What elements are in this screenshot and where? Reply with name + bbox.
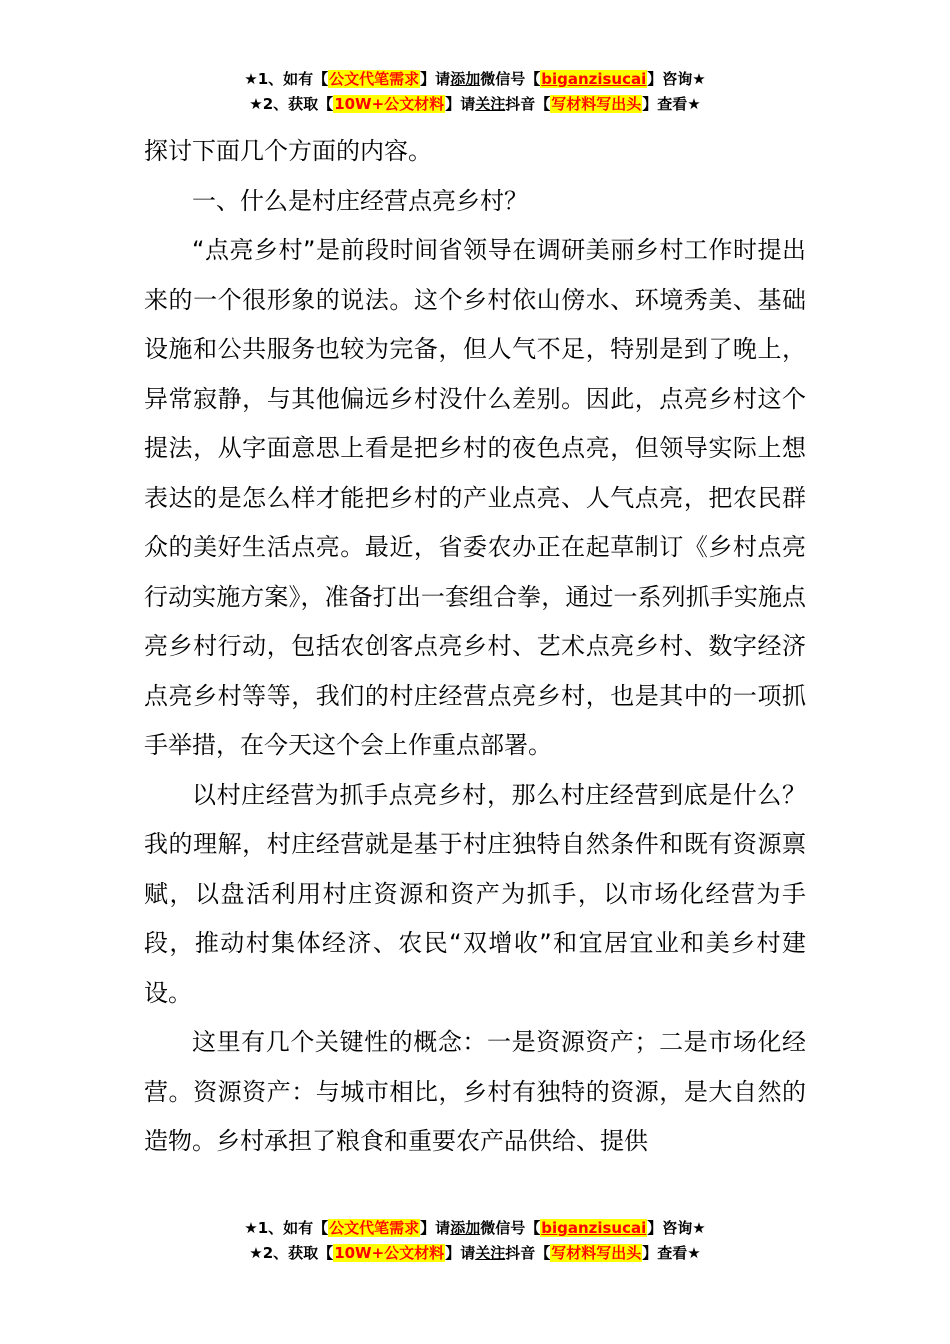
promo-text: 抖音【 <box>505 1244 551 1262</box>
promo-line-1 <box>0 67 950 92</box>
promo-highlight-douyin-id: 写材料写出头 <box>551 1244 642 1262</box>
promo-text: ★2、获取【 <box>249 1244 334 1262</box>
promo-text: 抖音【 <box>505 95 551 113</box>
promo-text: 】咨询★ <box>647 1219 706 1237</box>
promo-highlight-wechat-id: biganzisucai <box>541 70 647 88</box>
promo-highlight: 公文代笔需求 <box>329 1219 420 1237</box>
promo-text: 】请 <box>445 1244 476 1262</box>
promo-text: 】请 <box>420 70 451 88</box>
document-body <box>144 127 806 1167</box>
promo-text-underlined: 关注 <box>475 1244 506 1262</box>
footer-promo-banner <box>0 1216 950 1266</box>
promo-text: ★1、如有【 <box>244 70 329 88</box>
promo-line-2 <box>0 92 950 117</box>
promo-highlight-douyin-id: 写材料写出头 <box>551 95 642 113</box>
promo-text: 】请 <box>445 95 476 113</box>
paragraph: 这里有几个关键性的概念：一是资源资产；二是市场化经营。资源资产：与城市相比，乡村有独特的资源，是大自然的造物。乡村承担了粮食和重要农产品供给、提供 <box>144 1028 806 1155</box>
promo-text-underlined: 关注 <box>475 95 506 113</box>
promo-text: 微信号【 <box>480 1219 541 1237</box>
paragraph: 以村庄经营为抓手点亮乡村，那么村庄经营到底是什么？我的理解，村庄经营就是基于村庄独特自然条件和既有资源禀赋，以盘活利用村庄资源和资产为抓手，以市场化经营为手段，推动村集体经济、农民“双增收”和宜居宜业和美乡村建设。 <box>144 780 806 1007</box>
promo-text: 】咨询★ <box>647 70 706 88</box>
promo-text: 】请 <box>420 1219 451 1237</box>
promo-text: ★2、获取【 <box>249 95 334 113</box>
promo-text-underlined: 添加 <box>450 70 481 88</box>
header-promo-banner <box>0 67 950 117</box>
section-heading: 一、什么是村庄经营点亮乡村？ <box>192 186 528 215</box>
promo-text: ★1、如有【 <box>244 1219 329 1237</box>
paragraph: “点亮乡村”是前段时间省领导在调研美丽乡村工作时提出来的一个很形象的说法。这个乡村依山傍水、环境秀美、基础设施和公共服务也较为完备，但人气不足，特别是到了晚上，异常寂静，与其他偏远乡村没什么差别。因此，点亮乡村这个提法，从字面意思上看是把乡村的夜色点亮，但领导实际上想表达的是怎么样才能把乡村的产业点亮、人气点亮，把农民群众的美好生活点亮。最近，省委农办正在起草制订《乡村点亮行动实施方案》，准备打出一套组合拳，通过一系列抓手实施点亮乡村行动，包括农创客点亮乡村、艺术点亮乡村、数字经济点亮乡村等等，我们的村庄经营点亮乡村，也是其中的一项抓手举措，在今天这个会上作重点部署。 <box>144 236 806 759</box>
promo-text: 】查看★ <box>642 95 701 113</box>
promo-highlight-wechat-id: biganzisucai <box>541 1219 647 1237</box>
promo-highlight: 10W+公文材料 <box>334 1244 445 1262</box>
promo-text-underlined: 添加 <box>450 1219 481 1237</box>
promo-highlight: 公文代笔需求 <box>329 70 420 88</box>
promo-highlight: 10W+公文材料 <box>334 95 445 113</box>
promo-text: 微信号【 <box>480 70 541 88</box>
promo-text: 】查看★ <box>642 1244 701 1262</box>
promo-line-1 <box>0 1216 950 1241</box>
paragraph-continuation: 探讨下面几个方面的内容。 <box>144 137 432 165</box>
promo-line-2 <box>0 1241 950 1266</box>
